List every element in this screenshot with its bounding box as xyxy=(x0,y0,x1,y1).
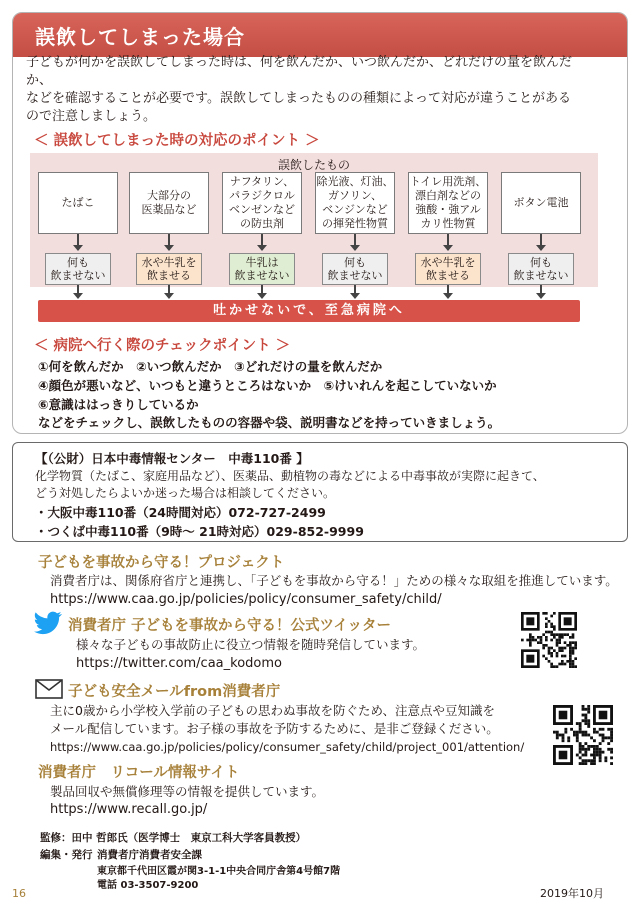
recall-title: 消費者庁 リコール情報サイト xyxy=(38,765,240,781)
arrow-down-icon xyxy=(354,285,356,294)
mail-title: 子ども安全メールfrom消費者庁 xyxy=(68,684,281,700)
recall-url[interactable]: https://www.recall.go.jp/ xyxy=(50,802,208,817)
poison-center-title: 【（公財）日本中毒情報センター 中毒110番 】 xyxy=(35,451,309,466)
mail-url[interactable]: https://www.caa.go.jp/policies/policy/consumer_safety/child/project_001/attention/ xyxy=(50,740,525,754)
project-url[interactable]: https://www.caa.go.jp/policies/policy/consumer_safety/child/ xyxy=(50,592,442,607)
arrow-down-icon xyxy=(261,285,263,294)
points-title: ＜ 誤飲してしまった時の対応のポイント ＞ xyxy=(34,133,320,149)
supervisor-line: 監修：田中 哲郎氏（医学博士 東京工科大学客員教授） xyxy=(40,832,307,844)
poison-center-box xyxy=(12,442,628,542)
twitter-desc: 様々な子どもの事故防止に役立つ情報を随時発信しています。 xyxy=(76,637,426,652)
envelope-icon xyxy=(35,679,63,699)
hospital-banner: 吐かせないで、至急病院へ xyxy=(38,300,580,322)
twitter-url[interactable]: https://twitter.com/caa_kodomo xyxy=(76,656,282,671)
panel-header xyxy=(13,13,627,57)
response-action-box: 何も 飲ませない xyxy=(45,253,111,285)
issue-date: 2019年10月 xyxy=(540,887,604,900)
mail-desc: 主に0歳から小学校入学前の子どもの思わぬ事故を防ぐため、注意点や豆知識を xyxy=(50,703,495,718)
arrow-down-icon xyxy=(354,234,356,246)
checkpoint-line: ④顔色が悪いなど、いつもと違うところはないか ⑤けいれんを起こしていないか xyxy=(38,378,497,393)
intro-line: などを確認することが必要です。誤飲してしまったものの種類によって対応が違うことがある xyxy=(26,91,571,106)
response-action-box: 牛乳は 飲ませない xyxy=(229,253,295,285)
publisher-name: 消費者庁消費者安全課 xyxy=(97,849,202,861)
arrow-down-icon xyxy=(77,285,79,294)
arrow-down-icon xyxy=(261,234,263,246)
arrow-down-icon xyxy=(168,285,170,294)
response-action-box: 水や牛乳を 飲ませる xyxy=(415,253,481,285)
recall-desc: 製品回収や無償修理等の情報を提供しています。 xyxy=(50,784,325,799)
poison-center-desc xyxy=(35,468,615,502)
checkpoint-line: ⑥意識ははっきりしているか xyxy=(38,397,199,412)
poison-desc-line: どう対処したらよいか迷った場合は相談してください。 xyxy=(35,486,336,500)
ingested-item-box: 除光液、灯油、 ガソリン、 ベンジンなど の揮発性物質 xyxy=(315,172,395,234)
intro-line: ので注意しましょう。 xyxy=(26,109,157,124)
publisher-label: 編集・発行 xyxy=(40,849,93,861)
twitter-title: 消費者庁 子どもを事故から守る！公式ツイッター xyxy=(68,618,392,634)
page-number: 16 xyxy=(12,887,26,900)
response-action-box: 水や牛乳を 飲ませる xyxy=(136,253,202,285)
checkpoint-line: などをチェックし、誤飲したものの容器や袋、説明書などを持っていきましょう。 xyxy=(38,415,501,430)
panel-title: 誤飲してしまった場合 xyxy=(35,25,245,49)
arrow-down-icon xyxy=(540,285,542,294)
mail-desc: メール配信しています。お子様の事故を予防するために、是非ご登録ください。 xyxy=(50,721,499,736)
intro-text xyxy=(26,54,594,126)
arrow-down-icon xyxy=(168,234,170,246)
ingested-item-box: ボタン電池 xyxy=(501,172,581,234)
publisher-address: 東京都千代田区霞が関3-1-1中央合同庁舎第4号館7階 xyxy=(97,866,341,877)
ingested-item-box: トイレ用洗剤、 漂白剤などの 強酸・強アル カリ性物質 xyxy=(408,172,488,234)
checkpoints-title: ＜ 病院へ行く際のチェックポイント ＞ xyxy=(34,338,291,354)
ingested-item-box: たばこ xyxy=(38,172,118,234)
arrow-down-icon xyxy=(540,234,542,246)
arrow-down-icon xyxy=(77,234,79,246)
ingested-item-box: 大部分の 医薬品など xyxy=(129,172,209,234)
checkpoint-line: ①何を飲んだか ②いつ飲んだか ③どれだけの量を飲んだか xyxy=(38,359,383,374)
mail-qr-code xyxy=(553,705,613,765)
intro-line: 子どもが何かを誤飲してしまった時は、何を飲んだか、いつ飲んだか、どれだけの量を飲んだか、 xyxy=(26,55,573,88)
poison-desc-line: 化学物質（たばこ、家庭用品など）、医薬品、動植物の毒などによる中毒事故が実際に起きて、 xyxy=(35,469,545,483)
tsukuba-hotline: ・つくば中毒110番（9時～ 21時対応）029-852-9999 xyxy=(35,524,364,539)
items-label: 誤飲したもの xyxy=(277,158,350,172)
project-title: 子どもを事故から守る！プロジェクト xyxy=(38,555,285,571)
arrow-down-icon xyxy=(447,285,449,294)
project-desc: 消費者庁は、関係府省庁と連携し、「子どもを事故から守る！」ための様々な取組を推進しています。 xyxy=(50,573,618,588)
osaka-hotline: ・大阪中毒110番（24時間対応）072-727-2499 xyxy=(35,505,326,520)
arrow-down-icon xyxy=(447,234,449,246)
response-action-box: 何も 飲ませない xyxy=(322,253,388,285)
response-action-box: 何も 飲ませない xyxy=(508,253,574,285)
ingested-item-box: ナフタリン、 パラジクロル ベンゼンなど の防虫剤 xyxy=(222,172,302,234)
publisher-phone: 電話 03-3507-9200 xyxy=(97,880,199,891)
twitter-qr-code xyxy=(521,612,577,668)
twitter-bird-icon xyxy=(34,611,62,635)
